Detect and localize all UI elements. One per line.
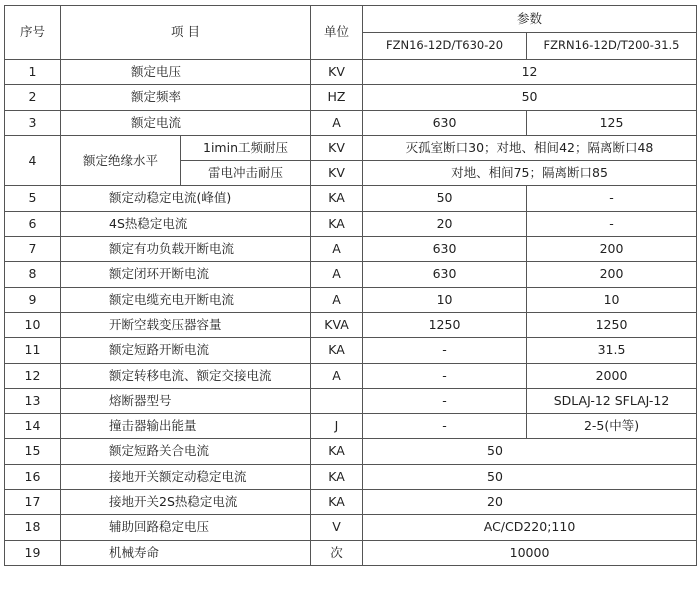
row-value-1: 50 [363,186,527,211]
header-row [5,6,697,33]
table-row [5,237,697,262]
row-value-1: 630 [363,237,527,262]
table-row [5,515,697,540]
table-row [5,262,697,287]
row-value: 50 [363,439,697,464]
row-value-1: 1250 [363,312,527,337]
row-no: 6 [5,211,61,236]
row-unit: A [311,262,363,287]
row-value: 12 [363,60,697,85]
table-row [5,464,697,489]
header-no: 序号 [5,6,61,60]
row-unit: J [311,414,363,439]
table-row [5,540,697,565]
header-model-2: FZRN16-12D/T200-31.5 [527,33,697,60]
table-row [5,312,697,337]
row-item: 额定电流 [61,110,311,135]
row-value-1: - [363,363,527,388]
row-unit: KV [311,135,363,160]
row-item: 额定有功负载开断电流 [61,237,311,262]
row-value-2: 200 [527,262,697,287]
parameter-table [4,5,697,566]
table-row [5,439,697,464]
row-unit: A [311,363,363,388]
row-value-1: 630 [363,110,527,135]
row-no: 13 [5,388,61,413]
row-unit: HZ [311,85,363,110]
row-no: 1 [5,60,61,85]
row-unit: KA [311,490,363,515]
row-value-1: 10 [363,287,527,312]
header-model-1: FZN16-12D/T630-20 [363,33,527,60]
row-no: 9 [5,287,61,312]
row-item: 接地开关额定动稳定电流 [61,464,311,489]
row-item: 辅助回路稳定电压 [61,515,311,540]
row-unit: A [311,237,363,262]
row-item: 开断空载变压器容量 [61,312,311,337]
row-value: 对地、相间75；隔离断口85 [363,161,697,186]
row-no: 10 [5,312,61,337]
table-row [5,110,697,135]
row-item: 额定短路关合电流 [61,439,311,464]
row-no: 3 [5,110,61,135]
row-value-2: 2000 [527,363,697,388]
row-no: 16 [5,464,61,489]
row-value-1: 630 [363,262,527,287]
row-value: 10000 [363,540,697,565]
header-params: 参数 [363,6,697,33]
row-value: 50 [363,85,697,110]
row-unit: KA [311,186,363,211]
row-no: 2 [5,85,61,110]
row-unit: 次 [311,540,363,565]
table-row [5,287,697,312]
row-no: 15 [5,439,61,464]
row-no: 18 [5,515,61,540]
row-item: 额定闭环开断电流 [61,262,311,287]
row-no: 8 [5,262,61,287]
row-value: AC/CD220;110 [363,515,697,540]
row-item: 额定绝缘水平 [61,135,181,186]
row-item: 接地开关2S热稳定电流 [61,490,311,515]
row-value: 20 [363,490,697,515]
row-no: 11 [5,338,61,363]
row-item: 额定转移电流、额定交接电流 [61,363,311,388]
row-unit: KA [311,211,363,236]
row-item: 额定电缆充电开断电流 [61,287,311,312]
row-item: 额定频率 [61,85,311,110]
row-no: 17 [5,490,61,515]
row-value: 50 [363,464,697,489]
row-no: 4 [5,135,61,186]
row-item: 撞击器输出能量 [61,414,311,439]
row-value-2: 31.5 [527,338,697,363]
table-row [5,135,697,160]
table-row [5,338,697,363]
row-value-2: 2-5(中等) [527,414,697,439]
table-row [5,490,697,515]
row-no: 5 [5,186,61,211]
row-value-1: - [363,414,527,439]
header-unit: 单位 [311,6,363,60]
row-value-1: - [363,388,527,413]
row-unit: KV [311,161,363,186]
row-value: 灭孤室断口30；对地、相间42；隔离断口48 [363,135,697,160]
row-item: 额定动稳定电流(峰值) [61,186,311,211]
table-row [5,85,697,110]
row-subitem: 雷电冲击耐压 [181,161,311,186]
table-row [5,60,697,85]
row-item: 额定短路开断电流 [61,338,311,363]
row-item: 机械寿命 [61,540,311,565]
row-unit: KVA [311,312,363,337]
row-value-2: 1250 [527,312,697,337]
row-unit: KA [311,338,363,363]
row-unit: A [311,287,363,312]
row-value-2: - [527,186,697,211]
row-unit: V [311,515,363,540]
row-unit: KA [311,464,363,489]
row-unit [311,388,363,413]
row-value-2: 200 [527,237,697,262]
row-unit: KA [311,439,363,464]
row-no: 19 [5,540,61,565]
table-row [5,363,697,388]
row-value-1: 20 [363,211,527,236]
row-unit: A [311,110,363,135]
table-row [5,414,697,439]
row-no: 14 [5,414,61,439]
row-unit: KV [311,60,363,85]
table-row [5,388,697,413]
row-value-1: - [363,338,527,363]
row-no: 12 [5,363,61,388]
header-item: 项 目 [61,6,311,60]
row-no: 7 [5,237,61,262]
row-item: 熔断器型号 [61,388,311,413]
row-item: 4S热稳定电流 [61,211,311,236]
table-row [5,211,697,236]
table-row [5,186,697,211]
row-item: 额定电压 [61,60,311,85]
row-value-2: 10 [527,287,697,312]
row-value-2: SDLAJ-12 SFLAJ-12 [527,388,697,413]
row-subitem: 1imin工频耐压 [181,135,311,160]
row-value-2: 125 [527,110,697,135]
row-value-2: - [527,211,697,236]
